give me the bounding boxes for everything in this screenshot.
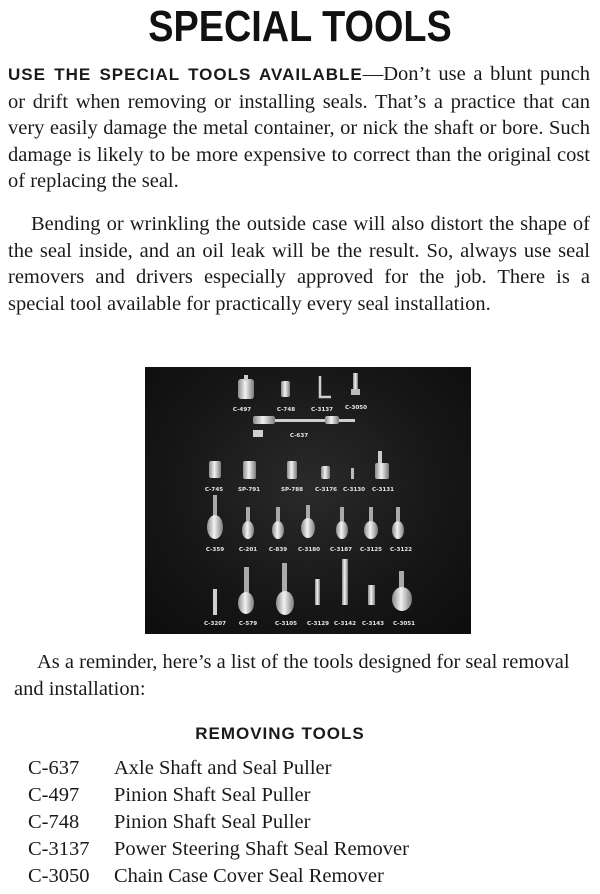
photo-label: C-359: [205, 547, 225, 553]
intro-lead: USE THE SPECIAL TOOLS AVAILABLE: [8, 65, 363, 84]
photo-label: C-3142: [333, 621, 357, 627]
photo-label: C-839: [268, 547, 288, 553]
photo-label: C-3050: [344, 405, 368, 411]
page-title: SPECIAL TOOLS: [148, 2, 452, 51]
tool-code: C-3137: [28, 838, 90, 860]
tool-description: Pinion Shaft Seal Puller: [114, 784, 311, 806]
photo-label: C-637: [289, 433, 309, 439]
tool-c3050-image: [351, 373, 360, 395]
photo-label: C-3051: [392, 621, 416, 627]
list-item: [28, 757, 588, 784]
photo-label: C-3125: [359, 547, 383, 553]
tool-code: C-3050: [28, 865, 90, 887]
photo-label: C-3176: [314, 487, 338, 493]
photo-label: C-748: [276, 407, 296, 413]
photo-label: C-3187: [329, 547, 353, 553]
tool-c497-image: [238, 375, 254, 399]
intro-text: —Don’t use a blunt punch or drift when removing or installing seals. That’s a practice that can very easily damage the metal container, or nick the shaft or bore. Such damage is likely to be more expensive to correct than the original cost of replacing the seal.: [8, 63, 590, 193]
list-item: [28, 865, 588, 892]
photo-label: C-3130: [342, 487, 366, 493]
photo-label: C-3122: [389, 547, 413, 553]
tool-description: Power Steering Shaft Seal Remover: [114, 838, 409, 860]
list-item: [28, 811, 588, 838]
tool-c3137-image: [320, 376, 331, 397]
photo-label: C-497: [232, 407, 252, 413]
photo-label: C-3131: [371, 487, 395, 493]
tool-code: C-748: [28, 811, 80, 833]
photo-label: C-201: [238, 547, 258, 553]
tools-photo-drawing: [145, 367, 471, 634]
tool-code: C-637: [28, 757, 80, 779]
photo-label: SP-791: [237, 487, 261, 493]
list-item: [28, 838, 588, 865]
tool-description: Pinion Shaft Seal Puller: [114, 811, 311, 833]
tool-row2-images: [209, 451, 389, 479]
tool-description: Chain Case Cover Seal Remover: [114, 865, 384, 887]
photo-label: C-3207: [203, 621, 227, 627]
photo-label: SP-788: [280, 487, 304, 493]
photo-label: C-3137: [310, 407, 334, 413]
tool-c748-image: [281, 381, 290, 397]
tool-row3-images: [207, 495, 404, 539]
tools-photo: [145, 367, 471, 634]
tool-code: C-497: [28, 784, 80, 806]
photo-label: C-3105: [274, 621, 298, 627]
photo-label: C-3180: [297, 547, 321, 553]
photo-label: C-745: [204, 487, 224, 493]
removing-tools-list: [28, 757, 588, 892]
list-item: [28, 784, 588, 811]
reminder-paragraph: As a reminder, here’s a list of the tools designed for seal removal and installation:: [14, 651, 570, 700]
tool-row4-images: [213, 559, 412, 615]
tool-description: Axle Shaft and Seal Puller: [114, 757, 332, 779]
removing-tools-heading: REMOVING TOOLS: [195, 724, 365, 743]
photo-label: C-3129: [306, 621, 330, 627]
intro-paragraph: [8, 61, 590, 195]
body-paragraph: Bending or wrinkling the outside case will also distort the shape of the seal inside, and an oil leak will be the result. So, always use seal removers and drivers especially approved for the job. There is a special tool available for practically every seal installation.: [8, 213, 590, 315]
photo-label: C-579: [238, 621, 258, 627]
photo-label: C-3143: [361, 621, 385, 627]
